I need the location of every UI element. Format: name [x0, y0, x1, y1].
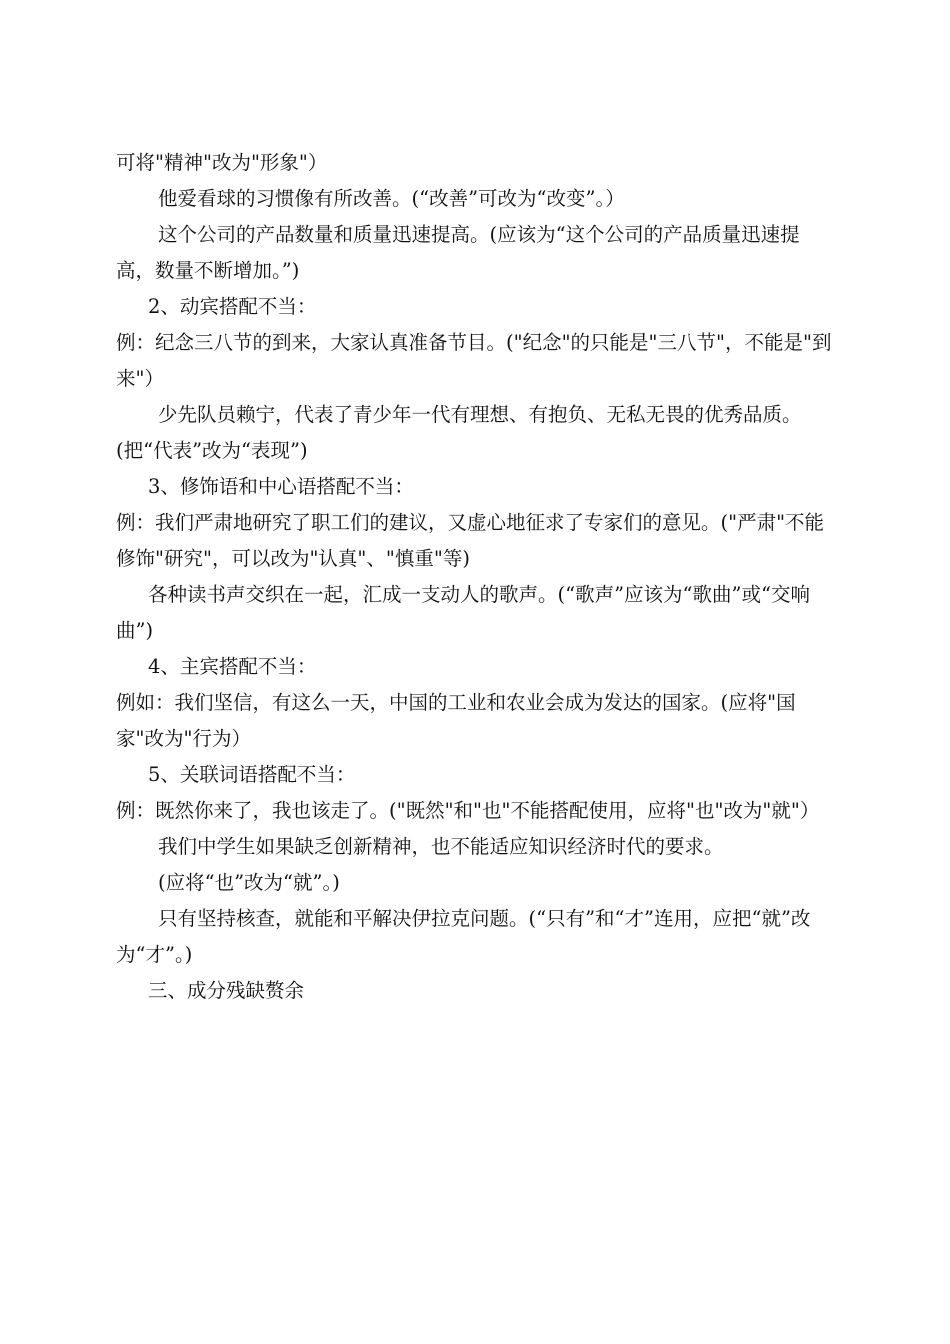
example-sentence: 例：既然你来了，我也该走了。("既然"和"也"不能搭配使用，应将"也"改为"就"） — [116, 799, 820, 822]
example-sentence: 例：纪念三八节的到来，大家认真准备节目。("纪念"的只能是"三八节"，不能是"到来"） — [116, 331, 832, 390]
section-heading: 5、关联词语搭配不当： — [148, 763, 356, 786]
section-heading: 2、动宾搭配不当： — [148, 295, 317, 318]
example-sentence: 少先队员赖宁，代表了青少年一代有理想、有抱负、无私无畏的优秀品质。(把“代表”改为“表现”) — [116, 403, 802, 462]
example-sentence: 我们中学生如果缺乏创新精神，也不能适应知识经济时代的要求。 — [158, 835, 724, 858]
example-sentence: 他爱看球的习惯像有所改善。(“改善”可改为“改变”。） — [158, 187, 625, 210]
document-body — [116, 145, 836, 1009]
section-heading: 3、修饰语和中心语搭配不当： — [148, 475, 414, 498]
chapter-heading: 三、成分残缺赘余 — [148, 979, 305, 1002]
section-heading: 4、主宾搭配不当： — [148, 655, 317, 678]
correction-note: (应将“也”改为“就”。) — [158, 871, 340, 894]
example-sentence: 各种读书声交织在一起，汇成一支动人的歌声。(“歌声”应该为“歌曲”或“交响曲”) — [116, 583, 810, 642]
example-sentence: 只有坚持核查，就能和平解决伊拉克问题。(“只有”和“才”连用，应把“就”改为“才”。) — [116, 907, 811, 966]
example-sentence: 例如：我们坚信，有这么一天，中国的工业和农业会成为发达的国家。(应将"国家"改为"行为） — [116, 691, 796, 750]
paragraph-continuation: 可将"精神"改为"形象"） — [116, 151, 328, 174]
example-sentence: 这个公司的产品数量和质量迅速提高。(应该为“这个公司的产品质量迅速提高，数量不断增加。”) — [116, 223, 800, 282]
example-sentence: 例：我们严肃地研究了职工们的建议，又虚心地征求了专家们的意见。("严肃"不能修饰"研究"，可以改为"认真"、"慎重"等) — [116, 511, 825, 570]
